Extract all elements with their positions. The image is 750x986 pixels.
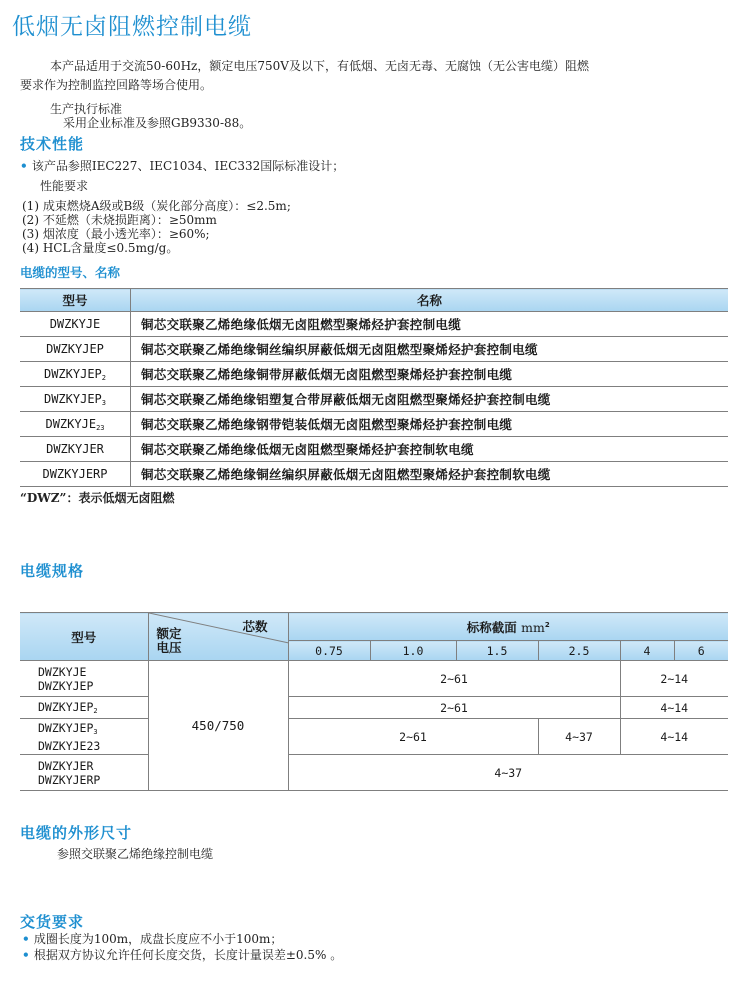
section-unit-sup: 2 xyxy=(544,620,550,629)
model-subscript: 2 xyxy=(93,707,98,715)
table-row xyxy=(20,387,728,412)
model-code: DWZKYJEP xyxy=(43,366,102,381)
spec-header-row xyxy=(20,613,728,641)
range-cell: 2~14 xyxy=(620,661,728,697)
model-code: DWZKYJER xyxy=(46,442,104,456)
range-cell: 2~61 xyxy=(288,697,620,719)
delivery-item xyxy=(22,930,282,947)
name-cell: 铜芯交联聚乙烯绝缘铜带屏蔽低烟无卤阻燃型聚烯烃护套控制电缆 xyxy=(131,362,729,387)
spec-model-cell xyxy=(20,661,148,697)
spec-col-section xyxy=(288,613,728,641)
spec-model-cell xyxy=(20,697,148,719)
intro-line-2: 要求作为控制监控回路等场合使用。 xyxy=(20,78,213,92)
model-cell xyxy=(20,437,131,462)
name-cell: 铜芯交联聚乙烯绝缘低烟无卤阻燃型聚烯烃护套控制软电缆 xyxy=(131,437,729,462)
model-subscript: 2 xyxy=(101,373,106,382)
model-subscript: 3 xyxy=(101,398,106,407)
model-code: DWZKYJEP xyxy=(38,720,94,735)
range-cell: 4~37 xyxy=(538,719,620,755)
size-cell: 4 xyxy=(620,641,674,661)
delivery-heading: 交货要求 xyxy=(20,913,85,931)
requirement-2: (2) 不延燃（未烧损距离）：≥50mm xyxy=(22,213,217,227)
model-cell xyxy=(20,312,131,337)
spec-col-cores: 芯数 xyxy=(242,619,268,634)
size-cell: 0.75 xyxy=(288,641,370,661)
model-cell xyxy=(20,362,131,387)
model-code: DWZKYJE23 xyxy=(38,738,101,753)
model-code: DWZKYJERP xyxy=(42,467,108,481)
model-code: DWZKYJER xyxy=(38,758,94,773)
model-code: DWZKYJEP xyxy=(46,342,104,356)
requirement-1: (1) 成束燃烧A级或B级（炭化部分高度）：≤2.5m; xyxy=(22,199,291,213)
requirement-label: 性能要求 xyxy=(40,179,89,193)
model-cell xyxy=(20,462,131,487)
section-unit: mm xyxy=(521,619,545,635)
spec-heading: 电缆规格 xyxy=(20,562,85,580)
dwz-note: “DWZ”：表示低烟无卤阻燃 xyxy=(20,491,175,505)
table-row xyxy=(20,719,728,755)
page-title: 低烟无卤阻燃控制电缆 xyxy=(12,14,252,40)
model-code: DWZKYJERP xyxy=(38,772,101,787)
range-cell: 2~61 xyxy=(288,719,538,755)
spec-col-voltage: 额定 电压 xyxy=(156,626,182,655)
intro-line-1: 本产品适用于交流50-60Hz，额定电压750V及以下，有低烟、无卤无毒、无腐蚀（无公害电缆）阻燃 xyxy=(50,59,589,73)
table-row xyxy=(20,362,728,387)
requirement-3: (3) 烟浓度（最小透光率）：≥60%; xyxy=(22,227,210,241)
tech-heading: 技术性能 xyxy=(20,135,85,153)
models-heading: 电缆的型号、名称 xyxy=(20,265,121,280)
range-cell: 2~61 xyxy=(288,661,620,697)
section-label: 标称截面 xyxy=(466,619,517,635)
model-cell xyxy=(20,412,131,437)
table-row xyxy=(20,437,728,462)
table-row xyxy=(20,661,728,697)
col-model-header: 型号 xyxy=(20,289,131,312)
spec-model-cell xyxy=(20,719,148,755)
delivery-item xyxy=(22,946,342,963)
size-cell: 6 xyxy=(674,641,728,661)
size-cell: 2.5 xyxy=(538,641,620,661)
spec-diagonal-header xyxy=(148,613,288,661)
size-cell: 1.0 xyxy=(370,641,456,661)
bullet-icon: • xyxy=(20,159,32,173)
name-cell: 铜芯交联聚乙烯绝缘铝塑复合带屏蔽低烟无卤阻燃型聚烯烃护套控制电缆 xyxy=(131,387,729,412)
bullet-icon: • xyxy=(22,948,34,962)
model-code: DWZKYJEP xyxy=(38,700,94,714)
table-row xyxy=(20,755,728,791)
tech-bullet-text: 该产品参照IEC227、IEC1034、IEC332国际标准设计； xyxy=(31,159,345,173)
table-row xyxy=(20,697,728,719)
model-code: DWZKYJE xyxy=(38,664,87,679)
table-row xyxy=(20,337,728,362)
range-cell: 4~14 xyxy=(620,697,728,719)
voltage-cell: 450/750 xyxy=(148,661,288,791)
model-subscript: 23 xyxy=(96,423,105,432)
name-cell: 铜芯交联聚乙烯绝缘钢带铠装低烟无卤阻燃型聚烯烃护套控制电缆 xyxy=(131,412,729,437)
delivery-item-text: 成圈长度为100m，成盘长度应不小于100m； xyxy=(33,932,283,946)
spec-model-cell xyxy=(20,755,148,791)
model-code: DWZKYJEP xyxy=(43,391,102,406)
spec-col-model: 型号 xyxy=(20,613,148,661)
model-code: DWZKYJE xyxy=(45,416,97,431)
model-cell xyxy=(20,337,131,362)
size-cell: 1.5 xyxy=(456,641,538,661)
table-row xyxy=(20,462,728,487)
bullet-icon: • xyxy=(22,932,34,946)
col-name-header: 名称 xyxy=(131,289,729,312)
model-code: DWZKYJEP xyxy=(38,678,94,693)
requirement-4: (4) HCL含量度≤0.5mg/g。 xyxy=(22,241,179,255)
model-table xyxy=(20,288,728,487)
standard-value: 采用企业标准及参照GB9330-88。 xyxy=(63,116,252,130)
delivery-item-text: 根据双方协议允许任何长度交货，长度计量误差±0.5% 。 xyxy=(33,948,343,962)
dims-heading: 电缆的外形尺寸 xyxy=(20,824,133,842)
dims-text: 参照交联聚乙烯绝缘控制电缆 xyxy=(57,847,214,861)
name-cell: 铜芯交联聚乙烯绝缘铜丝编织屏蔽低烟无卤阻燃型聚烯烃护套控制电缆 xyxy=(131,337,729,362)
model-subscript: 3 xyxy=(93,727,98,736)
name-cell: 铜芯交联聚乙烯绝缘铜丝编织屏蔽低烟无卤阻燃型聚烯烃护套控制软电缆 xyxy=(131,462,729,487)
name-cell: 铜芯交联聚乙烯绝缘低烟无卤阻燃型聚烯烃护套控制电缆 xyxy=(131,312,729,337)
tech-bullet xyxy=(20,157,344,174)
model-code: DWZKYJE xyxy=(49,317,101,331)
table-row xyxy=(20,412,728,437)
range-cell: 4~14 xyxy=(620,719,728,755)
standard-label: 生产执行标准 xyxy=(50,102,123,116)
table-header-row xyxy=(20,289,728,312)
table-row xyxy=(20,312,728,337)
spec-table xyxy=(20,612,728,791)
model-cell xyxy=(20,387,131,412)
range-cell: 4~37 xyxy=(288,755,728,791)
